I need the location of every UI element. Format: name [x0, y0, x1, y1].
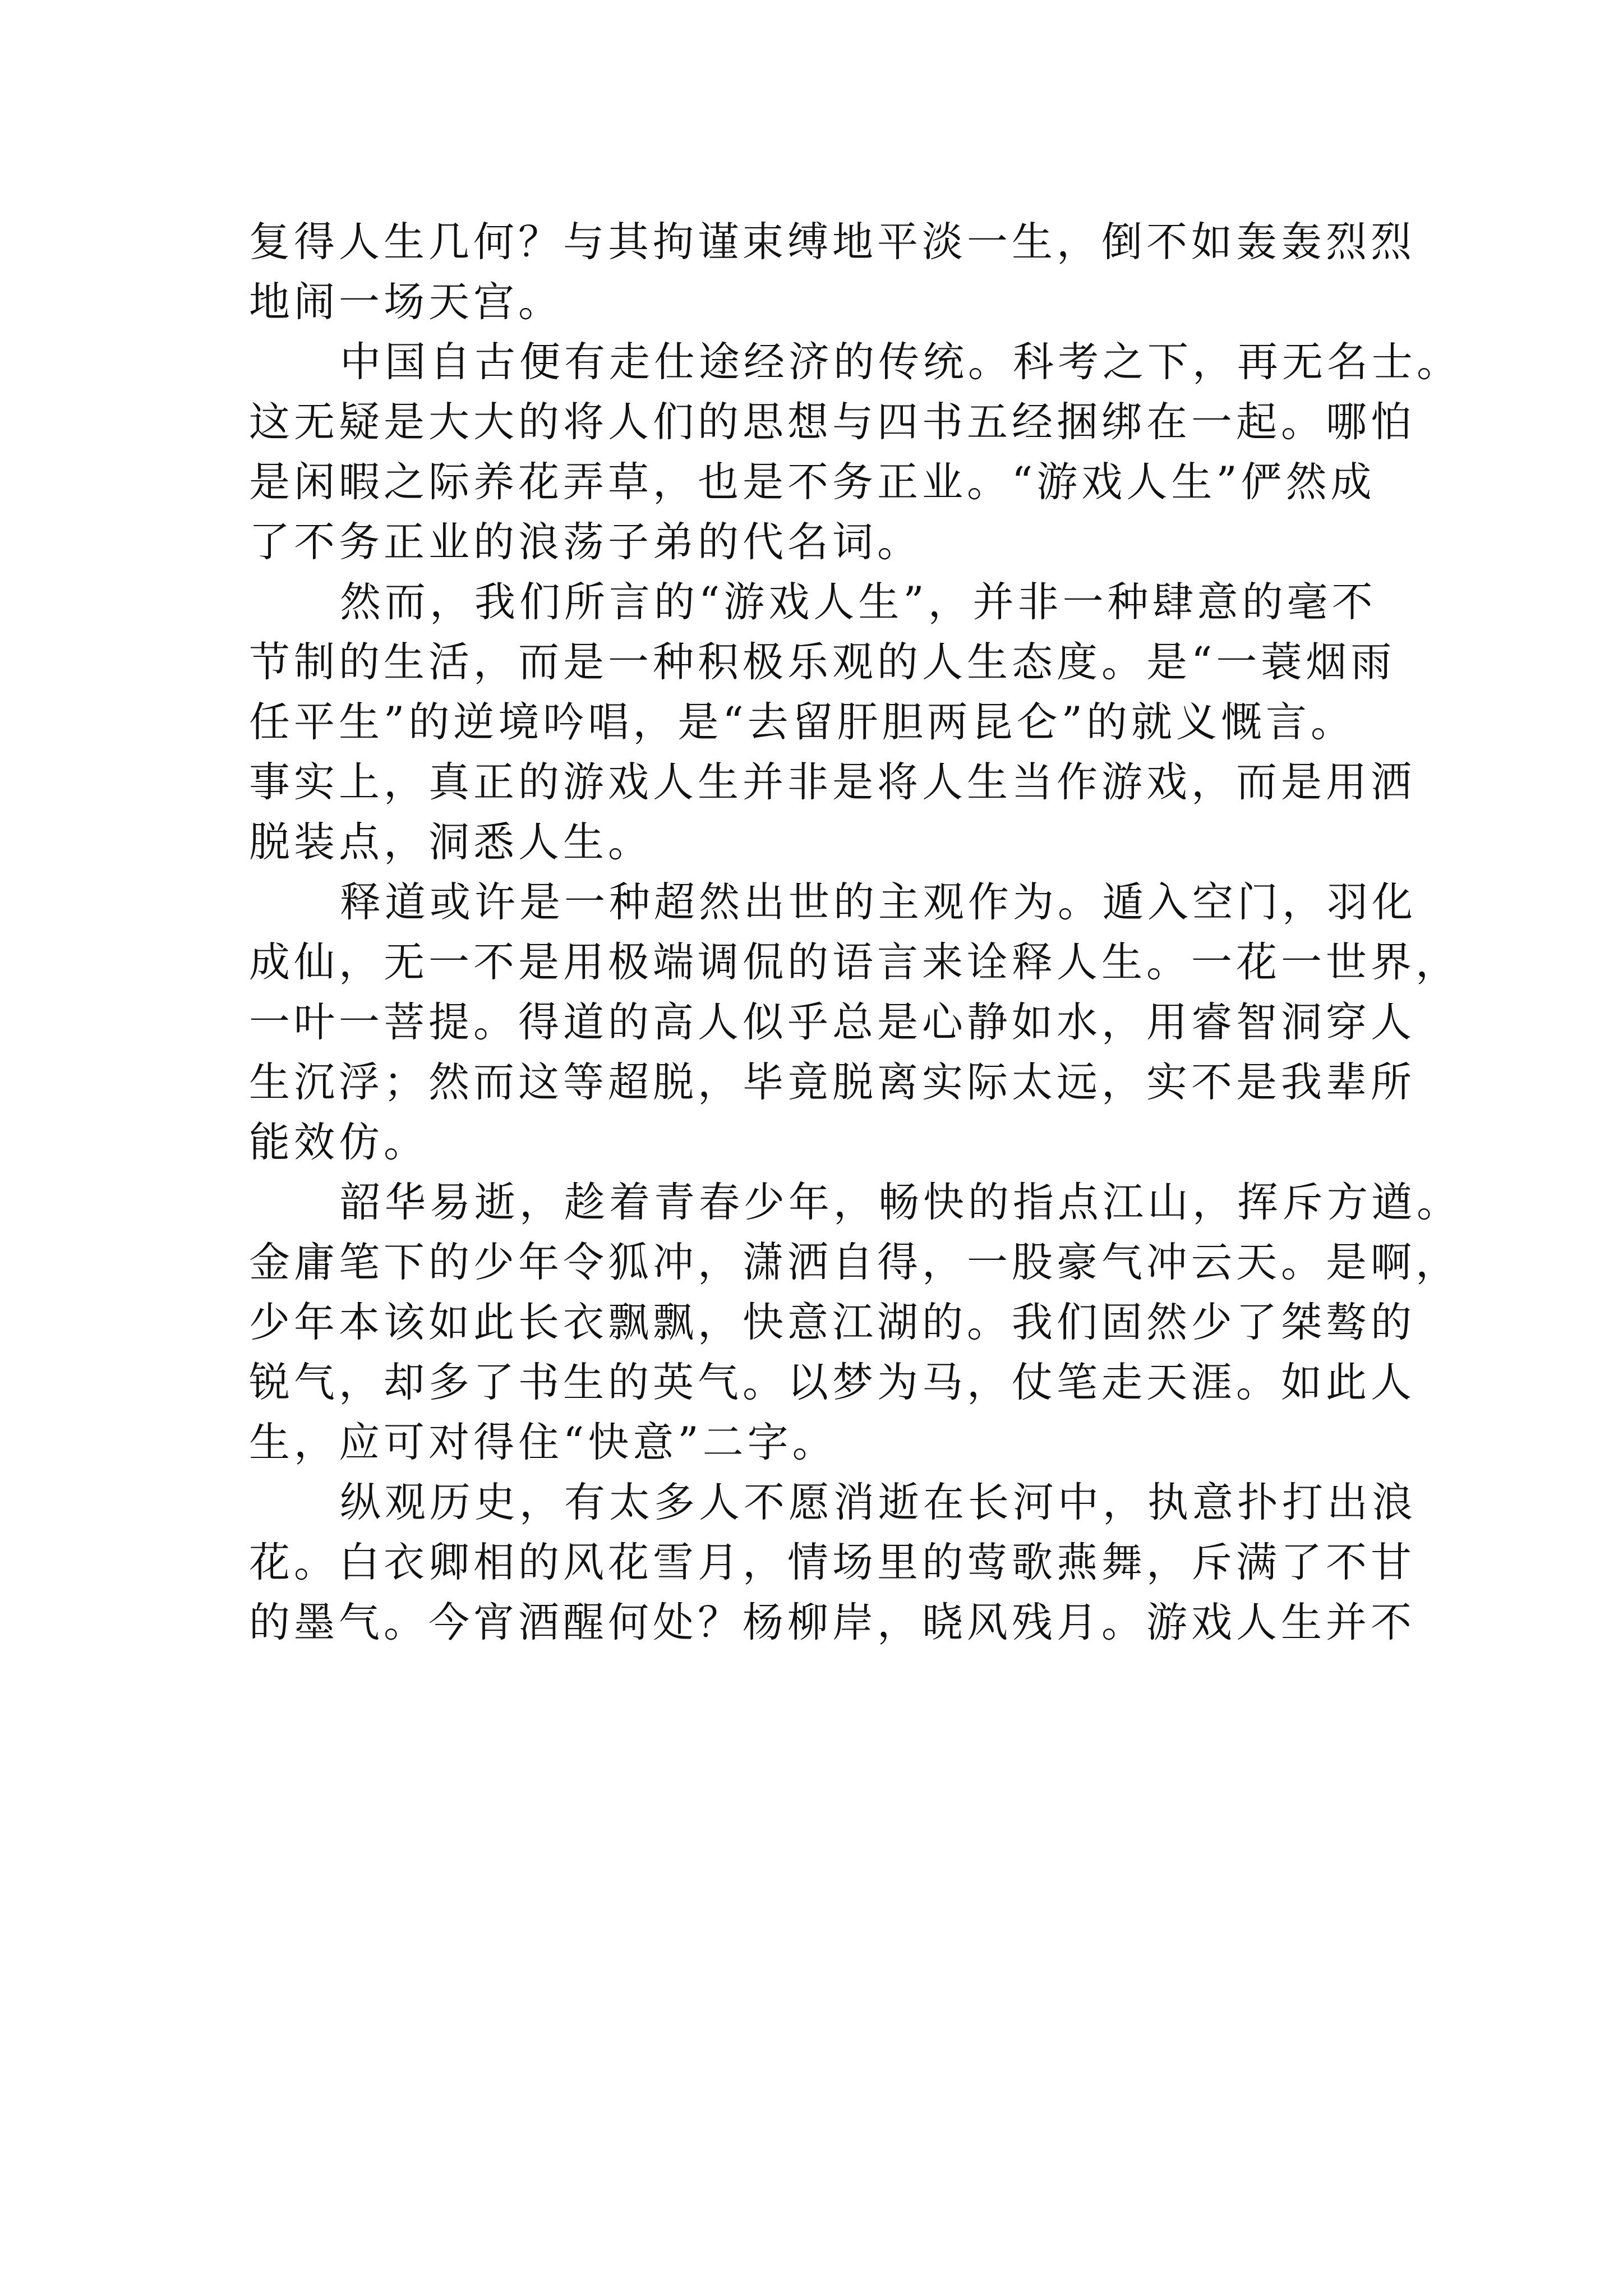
- text-line: 花。白衣卿相的风花雪月，情场里的莺歌燕舞，斥满了不甘: [249, 1539, 1415, 1586]
- text-line: 锐气，却多了书生的英气。以梦为马，仗笔走天涯。如此人: [249, 1359, 1415, 1406]
- paragraph: [249, 332, 1461, 572]
- text-line: 少年本该如此长衣飘飘，快意江湖的。我们固然少了桀骜的: [249, 1299, 1415, 1346]
- text-line: 任平生”的逆境吟唱，是“去留肝胆两昆仑”的就义慨言。: [249, 698, 1355, 746]
- text-line: 地闹一场天宫。: [249, 278, 563, 326]
- text-line: 事实上，真正的游戏人生并非是将人生当作游戏，而是用洒: [249, 758, 1415, 806]
- text-line: 这无疑是大大的将人们的思想与四书五经捆绑在一起。哪怕: [249, 398, 1415, 446]
- paragraph: [249, 1473, 1417, 1653]
- text-line: 中国自古便有走仕途经济的传统。科考之下，再无名士。: [340, 338, 1461, 386]
- text-line: 释道或许是一种超然出世的主观作为。遁入空门，羽化: [340, 878, 1417, 926]
- text-line: 韶华易逝，趁着青春少年，畅快的指点江山，挥斥方遒。: [340, 1179, 1461, 1226]
- text-line: 成仙，无一不是用极端调侃的语言来诠释人生。一花一世界，: [249, 938, 1460, 986]
- text-line: 能效仿。: [249, 1119, 428, 1166]
- text-line: 生沉浮；然而这等超脱，毕竟脱离实际太远，实不是我辈所: [249, 1059, 1415, 1106]
- text-line: 生，应可对得住“快意”二字。: [249, 1419, 837, 1466]
- text-line: 的墨气。今宵酒醒何处？杨柳岸，晓风残月。游戏人生并不: [249, 1599, 1415, 1646]
- paragraph: [249, 1172, 1461, 1473]
- text-line: 是闲暇之际养花弄草，也是不务正业。“游戏人生”俨然成: [249, 458, 1376, 506]
- paragraph: [249, 872, 1460, 1172]
- text-line: 节制的生活，而是一种积极乐观的人生态度。是“一蓑烟雨: [249, 638, 1396, 686]
- paragraph: [249, 212, 1415, 332]
- paragraph: [249, 572, 1415, 872]
- text-line: 了不务正业的浪荡子弟的代名词。: [249, 518, 922, 566]
- text-line: 脱装点，洞悉人生。: [249, 818, 653, 866]
- text-line: 纵观历史，有太多人不愿消逝在长河中，执意扑打出浪: [340, 1479, 1417, 1526]
- text-line: 然而，我们所言的“游戏人生”，并非一种肆意的毫不: [340, 578, 1377, 626]
- text-line: 复得人生几何？与其拘谨束缚地平淡一生，倒不如轰轰烈烈: [249, 218, 1415, 266]
- text-line: 金庸笔下的少年令狐冲，潇洒自得，一股豪气冲云天。是啊，: [249, 1239, 1460, 1286]
- text-line: 一叶一菩提。得道的高人似乎总是心静如水，用睿智洞穿人: [249, 999, 1415, 1046]
- essay-body: [249, 212, 1461, 1653]
